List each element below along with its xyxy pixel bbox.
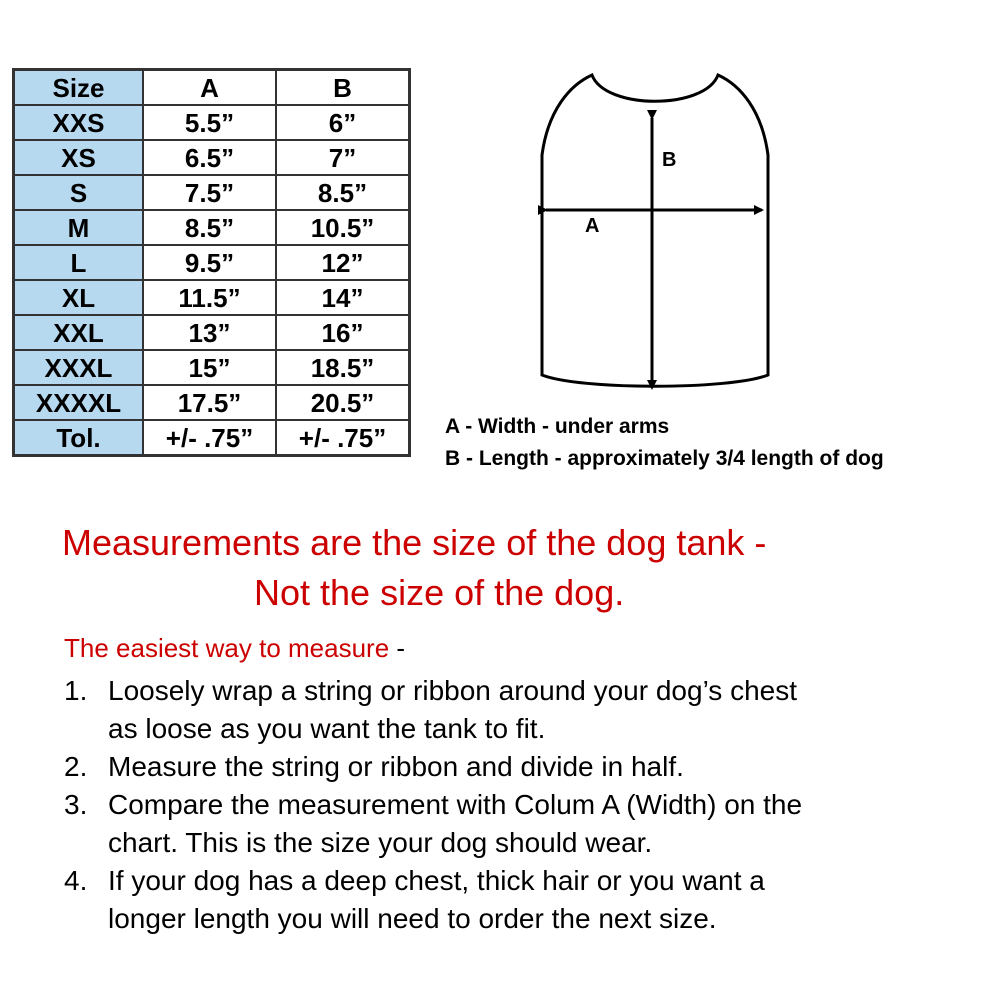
cell-length-b: 20.5”: [276, 385, 410, 420]
cell-width-a: 9.5”: [143, 245, 276, 280]
cell-width-a: 13”: [143, 315, 276, 350]
instructions-heading-suffix: -: [389, 633, 406, 663]
step-text-line: Measure the string or ribbon and divide in half.: [108, 751, 684, 782]
legend-width: A - Width - under arms: [445, 415, 670, 438]
step-number: 1.: [64, 675, 88, 706]
cell-width-a: 7.5”: [143, 175, 276, 210]
header-size: Size: [14, 70, 144, 106]
table-row: [14, 105, 410, 140]
table-row: [14, 245, 410, 280]
cell-size: XL: [14, 280, 144, 315]
instruction-steps: [64, 672, 964, 938]
legend-length: B - Length - approximately 3/4 length of dog: [445, 447, 884, 470]
cell-length-b: 10.5”: [276, 210, 410, 245]
cell-length-b: 18.5”: [276, 350, 410, 385]
cell-length-b: 7”: [276, 140, 410, 175]
label-a: A: [585, 215, 600, 237]
instruction-step: [64, 748, 964, 786]
step-number: 3.: [64, 789, 88, 820]
cell-size: M: [14, 210, 144, 245]
size-chart-body: [14, 70, 410, 456]
label-b: B: [662, 149, 677, 171]
table-row: [14, 210, 410, 245]
cell-width-a: 5.5”: [143, 105, 276, 140]
step-number: 4.: [64, 865, 88, 896]
table-row: [14, 140, 410, 175]
table-row: [14, 280, 410, 315]
cell-length-b: 6”: [276, 105, 410, 140]
cell-size: XXXXL: [14, 385, 144, 420]
instruction-step: [64, 672, 964, 748]
cell-size: Tol.: [14, 420, 144, 456]
instruction-step: [64, 786, 964, 862]
size-chart-table: [12, 68, 411, 457]
cell-size: L: [14, 245, 144, 280]
table-row: [14, 175, 410, 210]
table-row: [14, 315, 410, 350]
notice-line-1: Measurements are the size of the dog tank -: [62, 522, 767, 563]
cell-length-b: 8.5”: [276, 175, 410, 210]
header-length-b: B: [276, 70, 410, 106]
cell-size: XS: [14, 140, 144, 175]
table-row: [14, 350, 410, 385]
step-text-line: If your dog has a deep chest, thick hair or you want a: [108, 865, 765, 896]
step-text-line: chart. This is the size your dog should wear.: [108, 827, 653, 858]
cell-size: XXS: [14, 105, 144, 140]
instruction-step: [64, 862, 964, 938]
table-row: [14, 385, 410, 420]
cell-width-a: 17.5”: [143, 385, 276, 420]
cell-length-b: 12”: [276, 245, 410, 280]
table-header-row: [14, 70, 410, 106]
step-number: 2.: [64, 751, 88, 782]
instructions-heading-text: The easiest way to measure: [64, 633, 390, 663]
cell-width-a: 8.5”: [143, 210, 276, 245]
table-row: [14, 420, 410, 456]
cell-length-b: +/- .75”: [276, 420, 410, 456]
step-text-line: longer length you will need to order the next size.: [108, 903, 717, 934]
step-text-line: as loose as you want the tank to fit.: [108, 713, 546, 744]
cell-width-a: 15”: [143, 350, 276, 385]
step-text-line: Compare the measurement with Colum A (Width) on the: [108, 789, 803, 820]
cell-width-a: +/- .75”: [143, 420, 276, 456]
step-text-line: Loosely wrap a string or ribbon around your dog’s chest: [108, 675, 797, 706]
cell-width-a: 6.5”: [143, 140, 276, 175]
cell-width-a: 11.5”: [143, 280, 276, 315]
notice-line-2: Not the size of the dog.: [254, 572, 625, 613]
cell-size: XXXL: [14, 350, 144, 385]
cell-size: S: [14, 175, 144, 210]
cell-size: XXL: [14, 315, 144, 350]
tank-diagram: [530, 70, 780, 410]
cell-length-b: 14”: [276, 280, 410, 315]
header-width-a: A: [143, 70, 276, 106]
cell-length-b: 16”: [276, 315, 410, 350]
tank-outline: [542, 75, 768, 386]
instructions-heading: [64, 633, 405, 664]
